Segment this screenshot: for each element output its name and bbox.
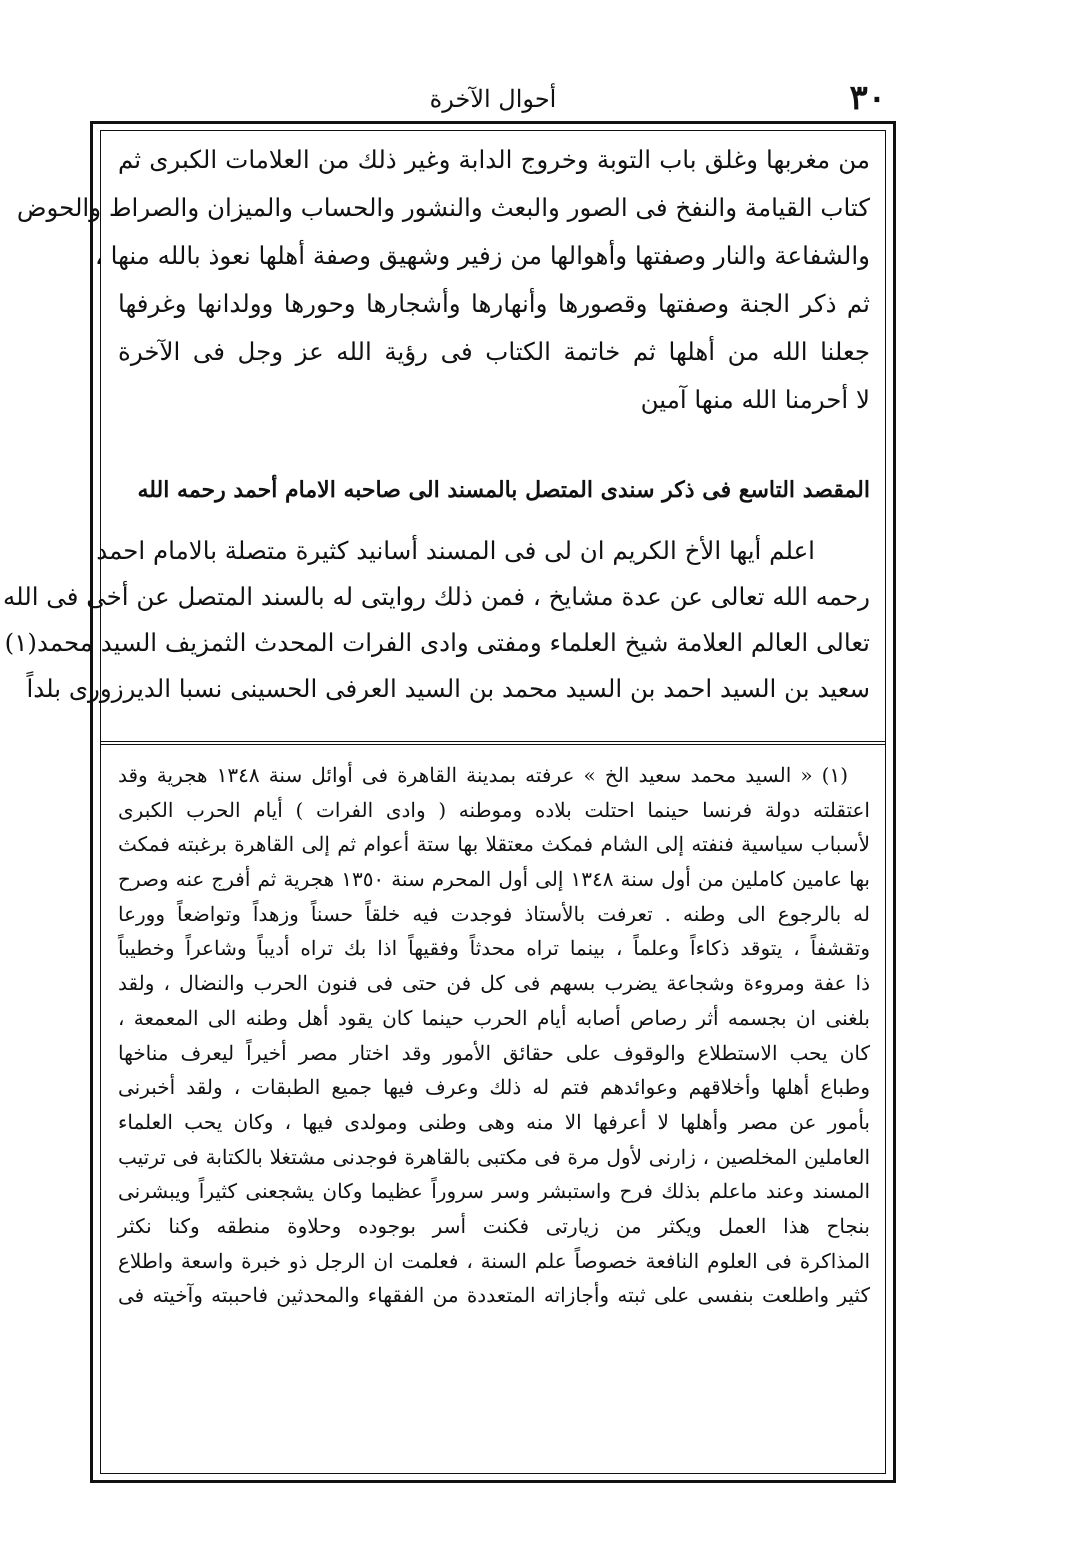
footnote-line: المذاكرة فى العلوم النافعة خصوصاً علم السنة ، فعلمت ان الرجل ذو خبرة واسعة واطلاع xyxy=(118,1248,870,1273)
footnote-line: العاملين المخلصين ، زارنى لأول مرة فى مكتبى بالقاهرة فوجدنى مشتغلا بالكتابة فى ترتيب xyxy=(118,1144,870,1169)
footnote-line: ذا عفة ومروءة وشجاعة يضرب بسهم فى كل فن حتى فى فنون الحرب والنضال ، ولقد xyxy=(118,971,870,996)
text-line: اعلم أيها الأخ الكريم ان لى فى المسند أسانيد كثيرة متصلة بالامام احمد xyxy=(96,536,815,565)
footnote-line: اعتقلته دولة فرنسا حينما احتلت بلاده وموطنه ( وادى الفرات ) أيام الحرب الكبرى xyxy=(118,797,870,822)
footnote-line: وطباع أهلها وأخلاقهم وعوائدهم فتم له ذلك وعرف فيها جميع الطبقات ، ولقد أخبرنى xyxy=(118,1075,870,1100)
text-line: لا أحرمنا الله منها آمين xyxy=(640,385,870,414)
page-number: ٣٠ xyxy=(849,78,886,118)
footnote-line: كان يحب الاستطلاع والوقوف على حقائق الأمور وقد اختار مصر أخيراً ليعرف مناخها xyxy=(118,1040,870,1065)
footnote-line: المسند وعند ماعلم بذلك فرح واستبشر وسر سروراً عظيما وكان يشجعنى كثيراً ويبشرنى xyxy=(118,1179,870,1204)
section-text xyxy=(3,528,870,712)
text-line: والشفاعة والنار وصفتها وأهوالها من زفير وشهيق وصفة أهلها نعوذ بالله منها ، xyxy=(94,241,870,270)
text-line: كتاب القيامة والنفخ فى الصور والبعث والنشور والحساب والميزان والصراط والحوض xyxy=(16,193,870,222)
footnote-line: بنجاح هذا العمل ويكثر من زيارتى فكنت أسر بوجوده وحلاوة منطقه وكنا نكثر xyxy=(118,1213,870,1238)
text-line: تعالى العالم العلامة شيخ العلماء ومفتى وادى الفرات المحدث الثمزيف السيد محمد(١) xyxy=(4,628,870,657)
running-head xyxy=(100,78,886,118)
footnote-divider xyxy=(101,741,885,745)
text-line: جعلنا الله من أهلها ثم خاتمة الكتاب فى رؤية الله عز وجل فى الآخرة xyxy=(118,337,870,366)
main-text xyxy=(16,136,870,424)
footnote-line: لأسباب سياسية فنفته إلى الشام فمكث معتقلا بها ستة أعوام ثم إلى القاهرة برغبته فمكث xyxy=(118,832,870,857)
footnote-line: (١) « السيد محمد سعيد الخ » عرفته بمدينة القاهرة فى أوائل سنة ١٣٤٨ هجرية وقد xyxy=(118,763,848,787)
footnote-line: له بالرجوع الى وطنه . تعرفت بالأستاذ فوجدت فيه خلقاً حسناً وزهداً وتواضعاً وورعا xyxy=(118,901,870,926)
footnote xyxy=(118,758,870,1313)
section-heading: المقصد التاسع فى ذكر سندى المتصل بالمسند الى صاحبه الامام أحمد رحمه الله xyxy=(137,477,870,503)
footnote-line: كثير واطلعت بنفسى على ثبته وأجازاته المتعددة من الفقهاء والمحدثين فاحببته وآخيته فى xyxy=(118,1283,870,1308)
text-line: سعيد بن السيد احمد بن السيد محمد بن السيد العرفى الحسينى نسبا الديرزورى بلداً xyxy=(26,674,870,703)
running-title: أحوال الآخرة xyxy=(429,85,557,113)
text-line: رحمه الله تعالى عن عدة مشايخ ، فمن ذلك روايتى له بالسند المتصل عن أخى فى الله xyxy=(3,582,870,611)
footnote-line: بلغنى ان بجسمه أثر رصاص أصابه أيام الحرب حينما كان يقود أهل وطنه الى المعمعة ، xyxy=(118,1005,870,1030)
text-line: من مغربها وغلق باب التوبة وخروج الدابة وغير ذلك من العلامات الكبرى ثم xyxy=(118,145,870,174)
footnote-line: وتقشفاً ، يتوقد ذكاءاً وعلماً ، بينما تراه محدثاً وفقيهاً اذا بك تراه أديباً وشاعراً وخطيباً xyxy=(118,936,870,961)
footnote-line: بها عامين كاملين من أول سنة ١٣٤٨ إلى أول المحرم سنة ١٣٥٠ هجرية ثم أفرج عنه وصرح xyxy=(118,867,870,892)
text-line: ثم ذكر الجنة وصفتها وقصورها وأنهارها وأشجارها وحورها وولدانها وغرفها xyxy=(118,289,870,318)
footnote-line: بأمور عن مصر وأهلها لا أعرفها الا منه وهى وطنى ومولدى فيها ، وكان يحب العلماء xyxy=(118,1109,870,1134)
